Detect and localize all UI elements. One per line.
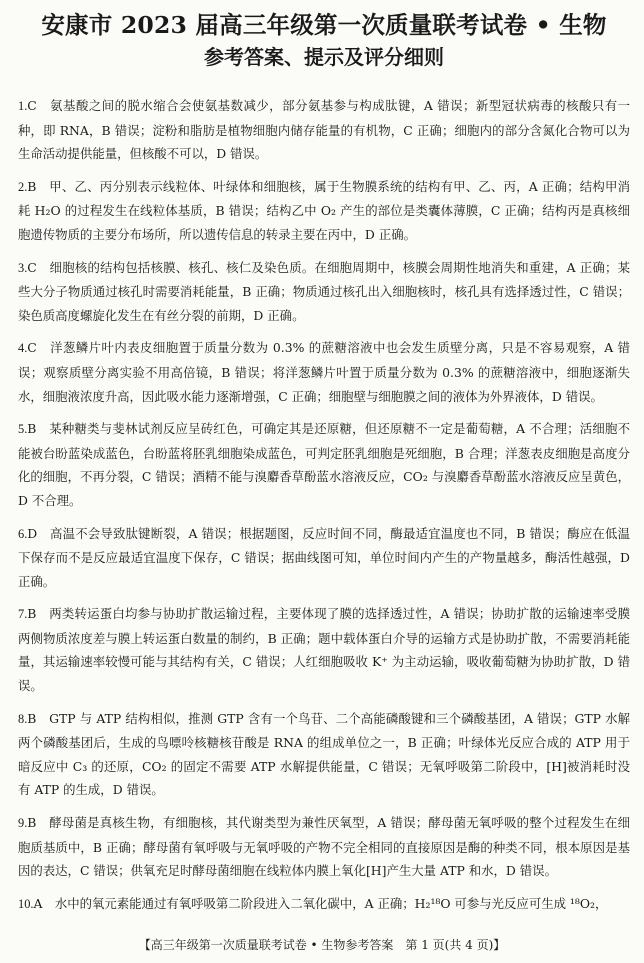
item-answer: C	[27, 340, 37, 356]
item-number: 9.	[18, 816, 28, 831]
item-answer: B	[27, 421, 37, 437]
item-number: 3.	[18, 260, 28, 275]
answer-item-9	[18, 811, 630, 883]
answer-item-4	[18, 336, 630, 408]
document-title: 安康市 2023 届高三年级第一次质量联考试卷 • 生物	[41, 11, 607, 39]
item-number: 6.	[18, 526, 28, 541]
item-number: 5.	[18, 422, 28, 437]
item-number: 10.	[18, 896, 34, 911]
item-answer: D	[27, 525, 38, 541]
item-explanation: 氨基酸之间的脱水缩合会使氨基数减少，部分氨基参与构成肽键，A 错误；新型冠状病毒的核酸只有一种，即 RNA，B 错误；淀粉和脂肪是植物细胞内储存能量的有机物，C 正确；细胞内的部分含氮化合物可以为生命活动提供能量，但核酸不可以，D 错误。	[18, 98, 631, 162]
answer-item-2	[18, 175, 630, 247]
item-answer: B	[27, 178, 37, 194]
answer-item-3	[18, 256, 630, 328]
item-number: 8.	[18, 711, 28, 726]
item-explanation: 酵母菌是真核生物，有细胞核，其代谢类型为兼性厌氧型，A 错误；酵母菌无氧呼吸的整个过程发生在细胞质基质中，B 正确；酵母菌有氧呼吸与无氧呼吸的产物不完全相同的直接原因是酶的种类不同，根本原因是基因的表达，C 错误；供氧充足时酵母菌细胞在线粒体内膜上氧化[H]产生大量 ATP 和水，D 错误。	[18, 815, 631, 879]
document-subtitle: 参考答案、提示及评分细则	[204, 45, 444, 69]
item-explanation: 洋葱鳞片叶内表皮细胞置于质量分数为 0.3% 的蔗糖溶液中也会发生质壁分离，只是不容易观察，A 错误；观察质壁分离实验不用高倍镜，B 错误；将洋葱鳞片叶置于质量分数为 0.3% 的蔗糖溶液中，细胞逐渐失水，细胞液浓度升高，因此吸水能力逐渐增强，C 正确；细胞壁与细胞膜之间的液体为外界液体，D 错误。	[18, 340, 631, 404]
item-explanation: GTP 与 ATP 结构相似，推测 GTP 含有一个鸟苷、二个高能磷酸键和三个磷酸基团，A 错误；GTP 水解两个磷酸基团后，生成的鸟嘌呤核糖核苷酸是 RNA 的组成单位之一，B 正确；叶绿体光反应合成的 ATP 用于暗反应中 C₃ 的还原，CO₂ 的固定不需要 ATP 水解提供能量，C 错误；无氧呼吸第二阶段中，[H]被消耗时没有 ATP 的生成，D 错误。	[18, 710, 631, 798]
answer-item-5	[18, 417, 630, 512]
item-explanation: 水中的氧元素能通过有氧呼吸第二阶段进入二氧化碳中，A 正确；H₂¹⁸O 可参与光反应可生成 ¹⁸O₂，	[54, 895, 608, 911]
answer-item-10	[18, 892, 630, 916]
answer-item-6	[18, 522, 630, 594]
item-explanation: 细胞核的结构包括核膜、核孔、核仁及染色质。在细胞周期中，核膜会周期性地消失和重建，A 正确；某些大分子物质通过核孔时需要消耗能量，B 正确；物质通过核孔出入细胞核时，核孔具有选择透过性，C 错误；染色质高度螺旋化发生在有丝分裂的前期，D 正确。	[18, 259, 631, 323]
item-number: 1.	[18, 99, 28, 113]
answer-item-1	[18, 94, 630, 166]
answer-list	[18, 94, 630, 916]
item-explanation: 高温不会导致肽键断裂，A 错误；根据题图，反应时间不同，酶最适宜温度也不同，B 错误；酶应在低温下保存而不是反应最适宜温度下保存，C 错误；据曲线图可知，单位时间内产生的产物量越多，酶活性越强，D 正确。	[18, 525, 631, 589]
item-answer: B	[27, 710, 37, 726]
item-answer: B	[27, 815, 37, 831]
answer-item-7	[18, 602, 630, 697]
item-number: 4.	[18, 341, 28, 356]
item-number: 2.	[18, 179, 28, 194]
page-footer: 【高三年级第一次质量联考试卷 • 生物参考答案 第 1 页(共 4 页)】	[138, 938, 506, 952]
item-explanation: 甲、乙、丙分别表示线粒体、叶绿体和细胞核，属于生物膜系统的结构有甲、乙、丙，A 正确；结构甲消耗 H₂O 的过程发生在线粒体基质，B 错误；结构乙中 O₂ 产生的部位是类囊体薄膜，C 正确；结构丙是真核细胞遗传物质的主要分布场所，所以遗传信息的转录主要在丙中，D 正确。	[18, 178, 631, 242]
answer-item-8	[18, 707, 630, 802]
item-explanation: 两类转运蛋白均参与协助扩散运输过程，主要体现了膜的选择透过性，A 错误；协助扩散的运输速率受膜两侧物质浓度差与膜上转运蛋白数量的制约，B 正确；题中载体蛋白介导的运输方式是协助扩散，不需要消耗能量，其运输速率较慢可能与其结构有关，C 错误；人红细胞吸收 K⁺ 为主动运输，吸收葡萄糖为协助扩散，D 错误。	[18, 606, 631, 694]
item-answer: A	[33, 895, 43, 911]
item-explanation: 某种糖类与斐林试剂反应呈砖红色，可确定其是还原糖，但还原糖不一定是葡萄糖，A 不合理；活细胞不能被台盼蓝染成蓝色，台盼蓝将胚乳细胞染成蓝色，可判定胚乳细胞是死细胞，B 合理；洋葱表皮细胞是高度分化的细胞，不再分裂，C 错误；酒精不能与溴麝香草酚蓝水溶液反应，CO₂ 与溴麝香草酚蓝水溶液反应呈黄色，D 不合理。	[18, 421, 631, 508]
item-number: 7.	[18, 607, 28, 622]
item-answer: C	[27, 98, 37, 113]
item-answer: B	[27, 606, 37, 622]
item-answer: C	[27, 259, 37, 275]
